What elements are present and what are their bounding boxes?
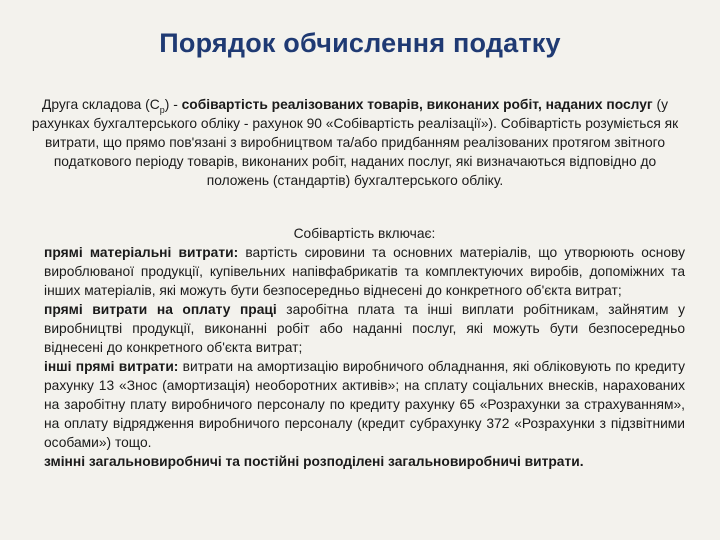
composition-section xyxy=(44,224,685,471)
item-term: інші прямі витрати: xyxy=(44,359,179,374)
composition-item-direct-materials xyxy=(44,243,685,300)
intro-bold-term: собівартість реалізованих товарів, виконаних робіт, наданих послуг xyxy=(181,97,653,112)
item-term: змінні загальновиробничі та постійні розподілені загальновиробничі витрати. xyxy=(44,454,584,469)
item-term: прямі витрати на оплату праці xyxy=(44,302,277,317)
item-text: вартість сировини та основних матеріалів, що утворюють основу вироблюваної продукції, купівельних напівфабрикатів та комплектуючих виробів, допоміжних та інших матеріалів, які можуть бути безпосередньо віднесені до конкретного об'єкта витрат; xyxy=(44,245,685,298)
item-term: прямі матеріальні витрати: xyxy=(44,245,239,260)
composition-heading: Собівартість включає: xyxy=(293,226,436,241)
intro-lead: Друга складова (С xyxy=(41,97,160,112)
intro-rest: (у рахунках бухгалтерського обліку - рахунок 90 «Собівартість реалізації»). Собівартість розуміється як витрати, що прямо пов'язані з виробництвом та/або придбанням реалізованих протягом звітного податкового періоду товарів, виконаних робіт, наданих послуг, які визначаються відповідно до положень (стандартів) бухгалтерського обліку. xyxy=(31,97,679,188)
intro-subscript: р xyxy=(159,104,165,115)
item-text: витрати на амортизацію виробничого обладнання, які обліковують по кредиту рахунку 13 «Знос (амортизація) необоротних активів»; на сплату соціальних внесків, нарахованих на заробітну плату виробничого персоналу по кредиту рахунку 65 «Розрахунки за страхуванням», на оплату відрядження виробничого персоналу (кредит субрахунку 372 «Розрахунки з підзвітними особами») тощо. xyxy=(44,359,685,450)
composition-item-direct-labor xyxy=(44,300,685,357)
composition-item-overhead xyxy=(44,452,685,471)
composition-item-other-direct xyxy=(44,357,685,452)
intro-paragraph xyxy=(30,95,680,190)
intro-after-sub: ) - xyxy=(164,97,182,112)
item-text: заробітна плата та інші виплати робітникам, зайнятим у виробництві продукції, виконанні робіт або наданні послуг, які можуть бути безпосередньо віднесені до конкретного об'єкта витрат; xyxy=(44,302,685,355)
page-title: Порядок обчислення податку xyxy=(159,28,561,58)
